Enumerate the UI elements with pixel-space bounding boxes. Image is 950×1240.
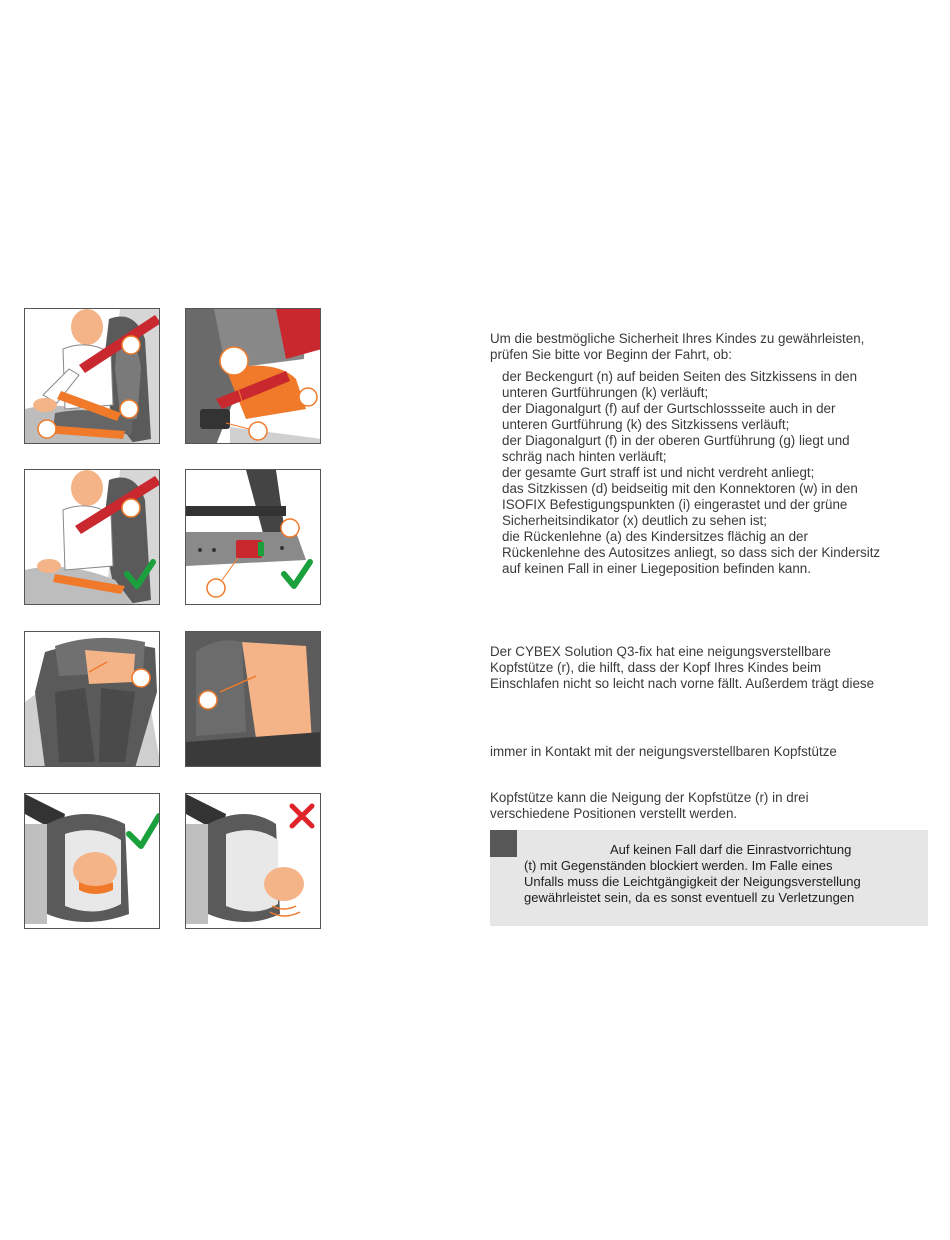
warning-line-1: Auf keinen Fall darf die Einrastvorrichtung	[610, 842, 852, 857]
illustration-correct-belt	[24, 469, 160, 605]
checklist-line: ISOFIX Befestigungspunkten (i) eingerastet und der grüne	[502, 497, 848, 512]
positions-line-2: verschiedene Positionen verstellt werden.	[490, 806, 738, 821]
illustration-isofix-indicator	[185, 469, 321, 605]
contact-note	[490, 744, 930, 760]
positions-line-1: Kopfstütze kann die Neigung der Kopfstütze (r) in drei	[490, 790, 809, 805]
illustration-buckle-closeup	[185, 308, 321, 444]
warning-text	[524, 842, 904, 906]
checklist-line: Rückenlehne des Autositzes anliegt, so dass sich der Kindersitz	[502, 545, 881, 560]
checklist-line: der Beckengurt (n) auf beiden Seiten des Sitzkissens in den	[502, 369, 858, 384]
checklist-line: schräg nach hinten verläuft;	[502, 449, 667, 464]
illustration-head-position-correct	[24, 793, 160, 929]
illustration-belt-routing-child	[24, 308, 160, 444]
intro-text	[490, 331, 930, 363]
checklist-line: die Rückenlehne (a) des Kindersitzes flächig an der	[502, 529, 808, 544]
warning-line-4: gewährleistet sein, da es sonst eventuell zu Verletzungen	[524, 890, 855, 905]
warning-box	[490, 830, 928, 926]
illustration-headrest-closeup	[185, 631, 321, 767]
headrest-line-1: Der CYBEX Solution Q3-fix hat eine neigungsverstellbare	[490, 644, 831, 659]
checklist-line: der Diagonalgurt (f) auf der Gurtschlossseite auch in der	[502, 401, 836, 416]
intro-line-1: Um die bestmögliche Sicherheit Ihres Kindes zu gewährleisten,	[490, 331, 865, 346]
illustration-headrest-overview	[24, 631, 160, 767]
headrest-description	[490, 644, 930, 692]
checklist-line: unteren Gurtführungen (k) verläuft;	[502, 385, 709, 400]
intro-line-2: prüfen Sie bitte vor Beginn der Fahrt, ob:	[490, 347, 732, 362]
checklist-line: der Diagonalgurt (f) in der oberen Gurtführung (g) liegt und	[502, 433, 850, 448]
warning-icon	[490, 830, 517, 857]
checklist-line: das Sitzkissen (d) beidseitig mit den Konnektoren (w) in den	[502, 481, 858, 496]
checklist-line: auf keinen Fall in einer Liegeposition befinden kann.	[502, 561, 811, 576]
checklist-line: Sicherheitsindikator (x) deutlich zu sehen ist;	[502, 513, 767, 528]
contact-line-1: immer in Kontakt mit der neigungsverstellbaren Kopfstütze	[490, 744, 837, 759]
headrest-line-3: Einschlafen nicht so leicht nach vorne fällt. Außerdem trägt diese	[490, 676, 875, 691]
safety-checklist	[502, 369, 942, 577]
positions-note	[490, 790, 930, 822]
warning-line-2: (t) mit Gegenständen blockiert werden. Im Falle eines	[524, 858, 833, 873]
headrest-line-2: Kopfstütze (r), die hilft, dass der Kopf Ihres Kindes beim	[490, 660, 822, 675]
checklist-line: unteren Gurtführung (k) des Sitzkissens verläuft;	[502, 417, 790, 432]
illustration-head-position-wrong	[185, 793, 321, 929]
checklist-line: der gesamte Gurt straff ist und nicht verdreht anliegt;	[502, 465, 815, 480]
warning-line-3: Unfalls muss die Leichtgängigkeit der Neigungsverstellung	[524, 874, 861, 889]
